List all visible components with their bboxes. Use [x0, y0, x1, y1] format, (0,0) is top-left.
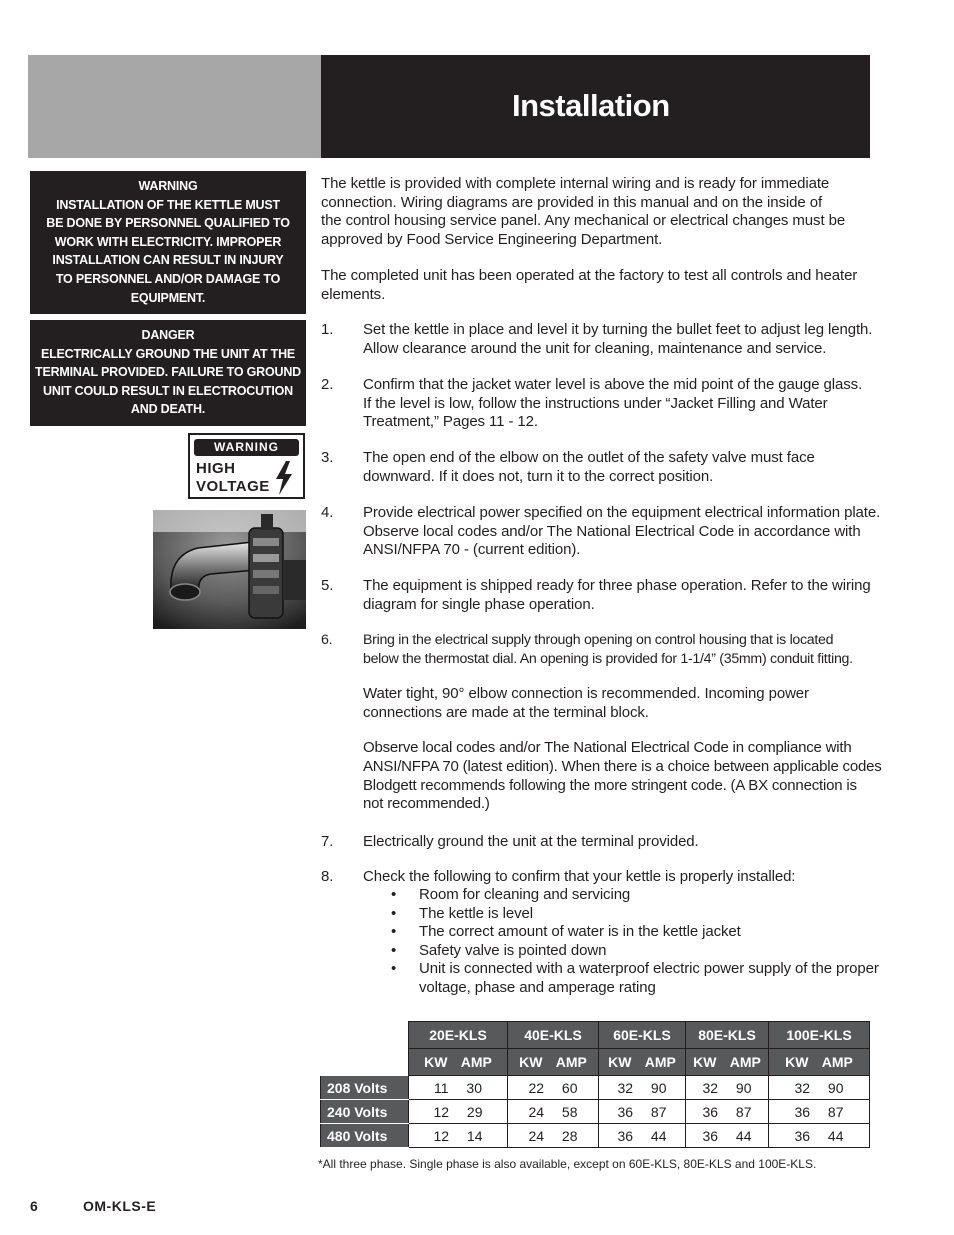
- kw-amp-header: KW AMP: [686, 1049, 769, 1076]
- text-line: Set the kettle in place and level it by turning the bullet feet to adjust leg length.: [363, 321, 873, 338]
- text-line: Confirm that the jacket water level is above the mid point of the gauge glass.: [363, 376, 863, 393]
- model-header: 60E-KLS: [599, 1022, 686, 1049]
- text-line: Observe local codes and/or The National Electrical Code in compliance with: [363, 739, 852, 757]
- text-line: Room for cleaning and servicing: [419, 886, 631, 903]
- table-cell: 24 58: [508, 1100, 599, 1124]
- lightning-bolt-icon: [273, 461, 295, 495]
- table-cell: 12 14: [409, 1124, 508, 1148]
- checklist: [391, 886, 879, 998]
- voltage-label: 208 Volts: [321, 1076, 409, 1100]
- table-cell: 32 90: [686, 1076, 769, 1100]
- voltage-label: 240 Volts: [321, 1100, 409, 1124]
- kw-amp-header: KW AMP: [409, 1049, 508, 1076]
- text-line: downward. If it does not, turn it to the correct position.: [363, 467, 714, 485]
- kw-amp-header: KW AMP: [599, 1049, 686, 1076]
- danger-line: UNIT COULD RESULT IN ELECTROCUTION: [43, 383, 293, 398]
- text-line: approved by Food Service Engineering Department.: [321, 230, 663, 248]
- text-line: The correct amount of water is in the kettle jacket: [419, 923, 741, 941]
- table-footnote: *All three phase. Single phase is also available, except on 60E-KLS, 80E-KLS and 100E-KLS.: [318, 1157, 817, 1171]
- table-subheader-row: [321, 1049, 870, 1076]
- danger-line: AND DEATH.: [130, 402, 206, 417]
- table-cell: 24 28: [508, 1124, 599, 1148]
- text-line: The kettle is provided with complete internal wiring and is ready for immediate: [321, 175, 830, 192]
- danger-line: ELECTRICALLY GROUND THE UNIT AT THE: [40, 346, 296, 361]
- model-header: 100E-KLS: [769, 1022, 870, 1049]
- voltage-label: 480 Volts: [321, 1124, 409, 1148]
- spacer: [363, 722, 882, 739]
- page-title: Installation: [512, 88, 670, 123]
- text-line: Safety valve is pointed down: [419, 941, 607, 959]
- text-line: connections are made at the terminal block.: [363, 703, 649, 721]
- warning-line: INSTALLATION CAN RESULT IN INJURY: [52, 253, 284, 268]
- table-cell: 36 44: [769, 1124, 870, 1148]
- checklist-item: [391, 905, 879, 924]
- bullet-icon: •: [391, 960, 397, 978]
- warning-line: EQUIPMENT.: [130, 290, 206, 305]
- bullet-icon: •: [391, 904, 397, 922]
- intro-paragraph-2: [321, 267, 876, 304]
- step-number: 5.: [321, 577, 334, 594]
- table-cell: 12 29: [409, 1100, 508, 1124]
- text-line: Observe local codes and/or The National Electrical Code in accordance with: [363, 522, 861, 540]
- warning-line: BE DONE BY PERSONNEL QUALIFIED TO: [46, 216, 290, 231]
- table-cell: 32 90: [599, 1076, 686, 1100]
- text-line: The equipment is shipped ready for three phase operation. Refer to the wiring: [363, 577, 871, 594]
- warning-box: [30, 171, 306, 314]
- text-line: Treatment,” Pages 11 - 12.: [363, 413, 538, 431]
- hv-line-voltage: VOLTAGE: [196, 478, 270, 495]
- danger-box: [30, 320, 306, 426]
- step-number: 6.: [321, 632, 333, 648]
- step-number: 3.: [321, 449, 334, 466]
- text-line: ANSI/NFPA 70 (latest edition). When there is a choice between applicable codes: [363, 757, 882, 775]
- step-number: 1.: [321, 321, 334, 338]
- warning-line: TO PERSONNEL AND/OR DAMAGE TO: [55, 271, 281, 286]
- bullet-icon: •: [391, 923, 397, 941]
- text-line: Allow clearance around the unit for cleaning, maintenance and service.: [363, 339, 827, 357]
- text-line: elements.: [321, 285, 386, 303]
- text-line: the control housing service panel. Any mechanical or electrical changes must be: [321, 212, 846, 230]
- text-line: not recommended.): [363, 795, 490, 813]
- text-line: Blodgett recommends following the more stringent code. (A BX connection is: [363, 776, 857, 794]
- text-line: connection. Wiring diagrams are provided in this manual and on the inside of: [321, 193, 823, 211]
- warning-line: INSTALLATION OF THE KETTLE MUST: [56, 197, 280, 212]
- table-cell: 11 30: [409, 1076, 508, 1100]
- text-line: If the level is low, follow the instructions under “Jacket Filling and Water: [363, 394, 828, 412]
- intro-paragraph-1: [321, 175, 876, 249]
- text-line: Electrically ground the unit at the terminal provided.: [363, 833, 699, 850]
- checklist-item: [391, 960, 879, 997]
- spacer: [363, 668, 882, 685]
- table-header-row: [321, 1022, 870, 1049]
- text-line: below the thermostat dial. An opening is provided for 1-1/4” (35mm) conduit fitting.: [363, 650, 853, 667]
- danger-line: TERMINAL PROVIDED. FAILURE TO GROUND: [35, 365, 301, 380]
- electrical-spec-table: [320, 1021, 870, 1148]
- table-cell: 36 87: [686, 1100, 769, 1124]
- checklist-item: [391, 923, 879, 942]
- text-line: Water tight, 90° elbow connection is recommended. Incoming power: [363, 685, 809, 703]
- step-number: 7.: [321, 833, 334, 850]
- hv-banner: WARNING: [194, 439, 299, 456]
- page-number: 6: [30, 1198, 38, 1214]
- text-line: The kettle is level: [419, 904, 533, 922]
- text-line: The completed unit has been operated at the factory to test all controls and heater: [321, 267, 858, 284]
- document-code: OM-KLS-E: [83, 1198, 157, 1214]
- header-grey-band: [28, 55, 321, 158]
- table-cell: 36 44: [599, 1124, 686, 1148]
- table-corner: [321, 1022, 409, 1049]
- danger-line: DANGER: [141, 328, 195, 342]
- text-line: The open end of the elbow on the outlet of the safety valve must face: [363, 449, 815, 466]
- checklist-item: [391, 886, 879, 905]
- text-line: Check the following to confirm that your kettle is properly installed:: [363, 868, 796, 885]
- warning-line: WARNING: [138, 179, 198, 193]
- bullet-icon: •: [391, 886, 397, 903]
- hv-line-high: HIGH: [196, 460, 236, 477]
- table-row: [321, 1076, 870, 1100]
- high-voltage-sign: [188, 433, 305, 499]
- table-row: [321, 1100, 870, 1124]
- kw-amp-header: KW AMP: [769, 1049, 870, 1076]
- table-cell: 36 87: [599, 1100, 686, 1124]
- text-line: Bring in the electrical supply through opening on control housing that is located: [363, 632, 834, 648]
- table-corner: [321, 1049, 409, 1076]
- text-line: voltage, phase and amperage rating: [419, 978, 656, 996]
- table-row: [321, 1124, 870, 1148]
- step-number: 4.: [321, 504, 334, 521]
- bullet-icon: •: [391, 941, 397, 959]
- table-cell: 22 60: [508, 1076, 599, 1100]
- model-header: 20E-KLS: [409, 1022, 508, 1049]
- table-cell: 32 90: [769, 1076, 870, 1100]
- text-line: Provide electrical power specified on the equipment electrical information plate.: [363, 504, 881, 521]
- safety-valve-photo: [153, 510, 306, 629]
- model-header: 40E-KLS: [508, 1022, 599, 1049]
- step-number: 2.: [321, 376, 334, 393]
- model-header: 80E-KLS: [686, 1022, 769, 1049]
- text-line: Unit is connected with a waterproof electric power supply of the proper: [419, 960, 879, 978]
- kw-amp-header: KW AMP: [508, 1049, 599, 1076]
- text-line: ANSI/NFPA 70 - (current edition).: [363, 541, 581, 559]
- checklist-item: [391, 942, 879, 961]
- text-line: diagram for single phase operation.: [363, 595, 595, 613]
- table-cell: 36 44: [686, 1124, 769, 1148]
- step-number: 8.: [321, 868, 334, 885]
- warning-line: WORK WITH ELECTRICITY. IMPROPER: [54, 234, 282, 249]
- table-cell: 36 87: [769, 1100, 870, 1124]
